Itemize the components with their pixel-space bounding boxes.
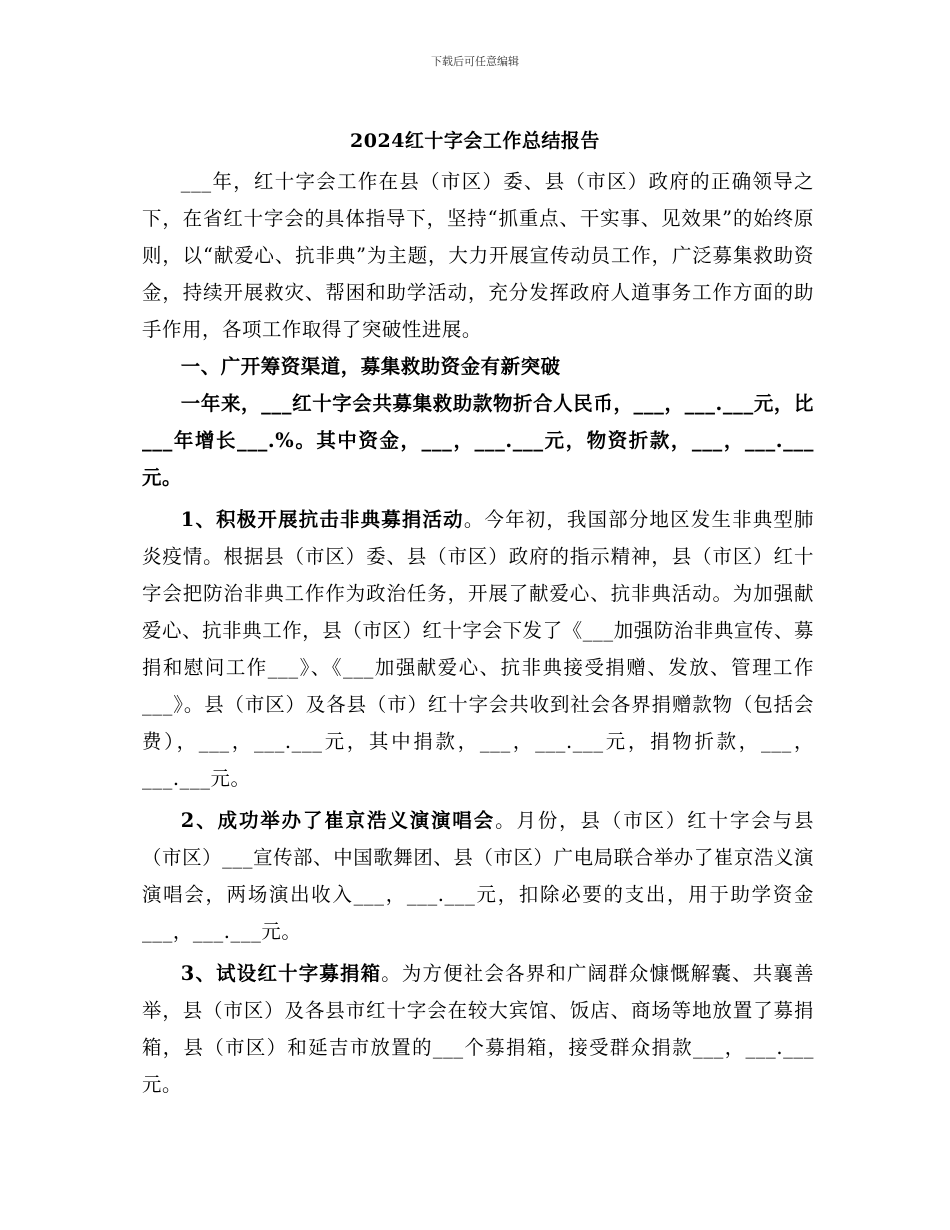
item-3-text: 。为方便社会各界和广阔群众慷慨解囊、共襄善举，县（市区）及各县市红十字会在较大宾馆、饭店、商场等地放置了募捐箱，县（市区）和延吉市放置的___个募捐箱，接受群众捐款___，___.___元。 [142, 962, 814, 1096]
section-heading: 一、广开筹资渠道，募集救助资金有新突破 [180, 355, 561, 378]
item-1-text: 。今年初，我国部分地区发生非典型肺炎疫情。根据县（市区）委、县（市区）政府的指示精神，县（市区）红十字会把防治非典工作作为政治任务，开展了献爱心、抗非典活动。为加强献爱心、抗非典工作，县（市区）红十字会下发了《___加强防治非典宣传、募捐和慰问工作___》、《___加强献爱心、抗非典接受捐赠、发放、管理工作___》。县（市区）及各县（市）红十字会共收到社会各界捐赠款物（包括会费），___，___.___元，其中捐款，___，___.___元，捐物折款，___，___.___元。 [142, 508, 814, 790]
page-header-note: 下载后可任意编辑 [431, 55, 519, 68]
item-2-paragraph [142, 802, 814, 950]
item-2-lead: 2、成功举办了崔京浩义演演唱会 [180, 809, 496, 832]
item-1-paragraph [142, 501, 814, 797]
item-3-paragraph [142, 955, 814, 1103]
intro-paragraph: ___年，红十字会工作在县（市区）委、县（市区）政府的正确领导之下，在省红十字会的具体指导下，坚持“抓重点、干实事、见效果”的始终原则，以“献爱心、抗非典”为主题，大力开展宣传动员工作，广泛募集救助资金，持续开展救灾、帮困和助学活动，充分发挥政府人道事务工作方面的助手作用，各项工作取得了突破性进展。 [142, 170, 814, 341]
item-1-lead: 1、积极开展抗击非典募捐活动 [180, 508, 464, 531]
item-2-text: 。月份，县（市区）红十字会与县（市区）___宣传部、中国歌舞团、县（市区）广电局联合举办了崔京浩义演演唱会，两场演出收入___，___.___元，扣除必要的支出，用于助学资金___，___.___元。 [142, 809, 814, 943]
item-3-lead: 3、试设红十字募捐箱 [180, 962, 382, 985]
document-body [142, 163, 814, 1103]
document-title: 2024红十字会工作总结报告 [350, 130, 600, 152]
section-summary-paragraph: 一年来，___红十字会共募集救助款物折合人民币，___，___.___元，比___年增长___.%。其中资金，___，___.___元，物资折款，___，___.___元。 [142, 392, 814, 489]
